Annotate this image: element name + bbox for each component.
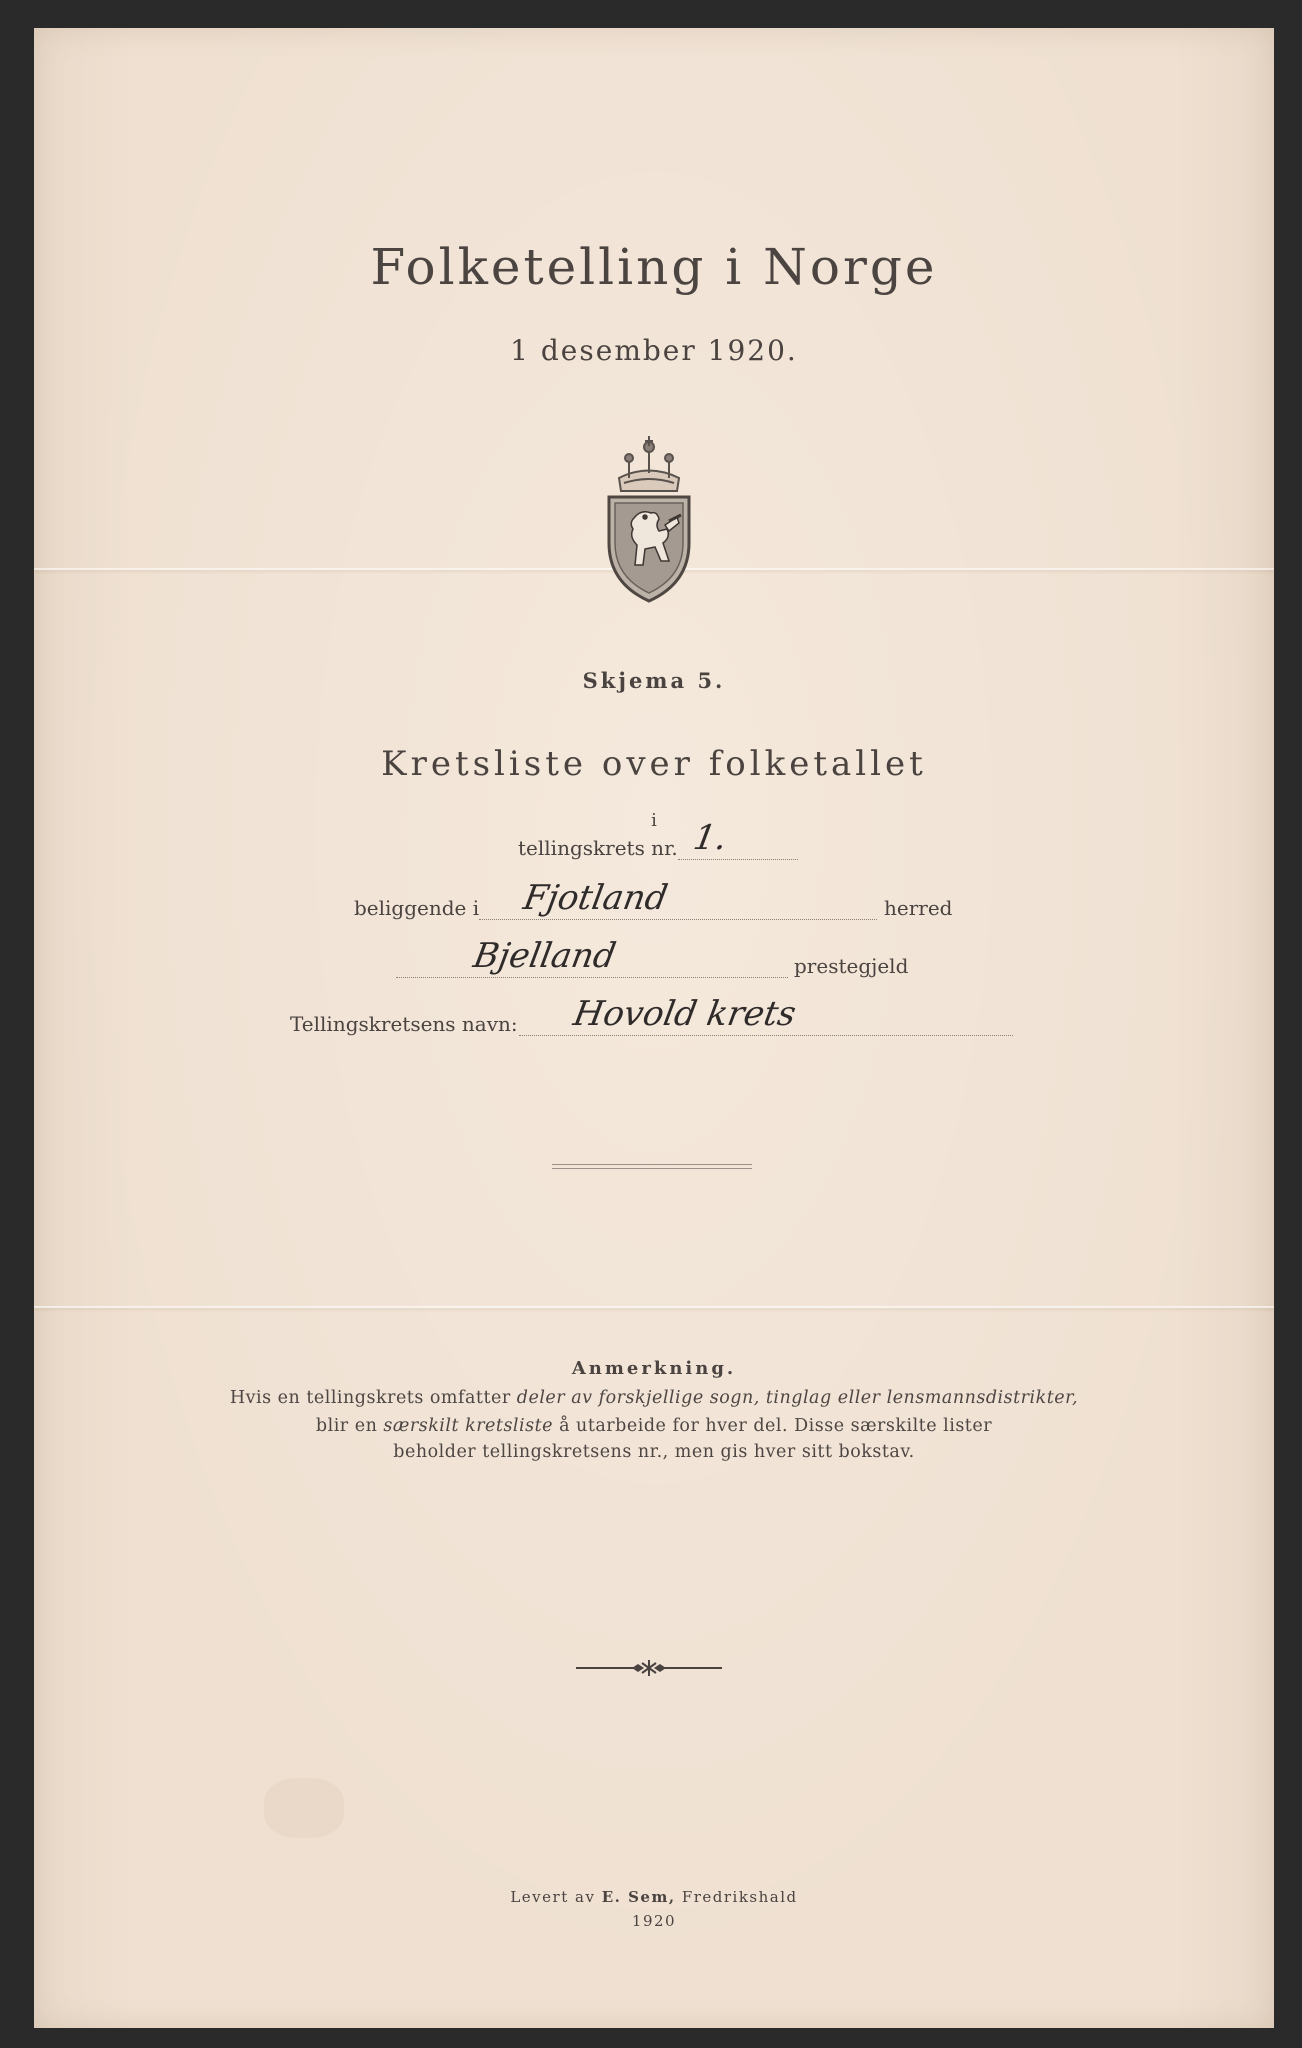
paper-stain xyxy=(264,1778,344,1838)
printer-prefix: Levert av xyxy=(510,1888,602,1906)
printer-credit xyxy=(34,1888,1274,1906)
herred-label: herred xyxy=(884,896,953,920)
note-line-2-text-a: blir en xyxy=(315,1416,384,1436)
census-form-page xyxy=(34,28,1274,2028)
printer-location: Fredrikshald xyxy=(675,1888,798,1906)
subtitle-preposition: i xyxy=(651,810,657,831)
document-date: 1 desember 1920. xyxy=(510,334,798,367)
decorative-ornament-icon xyxy=(574,1656,724,1680)
prestegjeld-value: Bjelland xyxy=(470,936,619,976)
printer-name: E. Sem, xyxy=(601,1888,676,1906)
tellingskrets-value: 1. xyxy=(690,818,730,858)
norwegian-coat-of-arms-icon xyxy=(599,433,699,603)
beliggende-label: beliggende i xyxy=(354,896,480,920)
note-line-2-text-b: å utarbeide for hver del. Disse særskilte lister xyxy=(553,1416,993,1436)
prestegjeld-label: prestegjeld xyxy=(794,954,909,978)
paper-fold-lower xyxy=(34,1306,1274,1308)
note-line-2 xyxy=(34,1416,1274,1436)
schema-label: Skjema 5. xyxy=(582,668,726,693)
section-divider xyxy=(552,1164,752,1169)
note-line-2-emphasis: særskilt kretsliste xyxy=(383,1416,553,1436)
kretsnavn-label: Tellingskretsens navn: xyxy=(290,1012,518,1036)
form-subtitle: Kretsliste over folketallet xyxy=(381,744,927,784)
note-line-1-emphasis: deler av forskjellige sogn, tinglag eller lensmannsdistrikter, xyxy=(516,1388,1079,1408)
note-heading: Anmerkning. xyxy=(571,1358,737,1379)
beliggende-value: Fjotland xyxy=(520,878,671,918)
note-line-1-text: Hvis en tellingskrets omfatter xyxy=(229,1388,517,1408)
document-title: Folketelling i Norge xyxy=(370,238,938,296)
kretsnavn-value: Hovold krets xyxy=(570,994,799,1034)
note-line-3: beholder tellingskretsens nr., men gis hver sitt bokstav. xyxy=(393,1442,915,1462)
note-line-1 xyxy=(34,1388,1274,1408)
tellingskrets-label: tellingskrets nr. xyxy=(518,836,678,860)
printer-year: 1920 xyxy=(631,1912,677,1930)
